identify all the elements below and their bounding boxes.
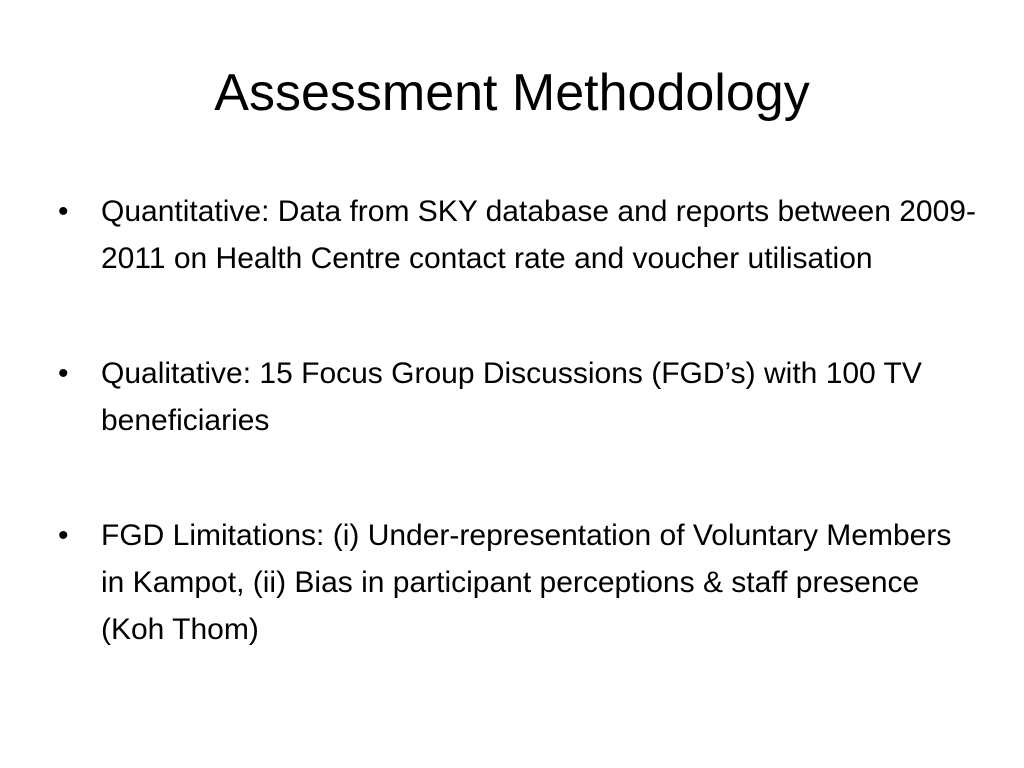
bullet-dot-icon: •	[58, 519, 69, 552]
bullet-dot-icon: •	[58, 357, 69, 390]
bullet-item-quantitative	[56, 188, 976, 282]
bullet-text: Quantitative: Data from SKY database and reports between 2009-2011 on Health Centre contact rate and voucher utilisation	[101, 195, 976, 275]
bullet-text: Qualitative: 15 Focus Group Discussions (FGD’s) with 100 TV beneficiaries	[101, 357, 922, 437]
bullet-item-limitations	[56, 512, 976, 653]
bullet-item-qualitative	[56, 350, 976, 444]
bullet-dot-icon: •	[58, 195, 69, 228]
bullet-list	[56, 188, 976, 653]
slide-title: Assessment Methodology	[214, 64, 810, 122]
bullet-text: FGD Limitations: (i) Under-representation of Voluntary Members in Kampot, (ii) Bias in participant perceptions & staff presence (Koh Thom)	[101, 519, 952, 646]
